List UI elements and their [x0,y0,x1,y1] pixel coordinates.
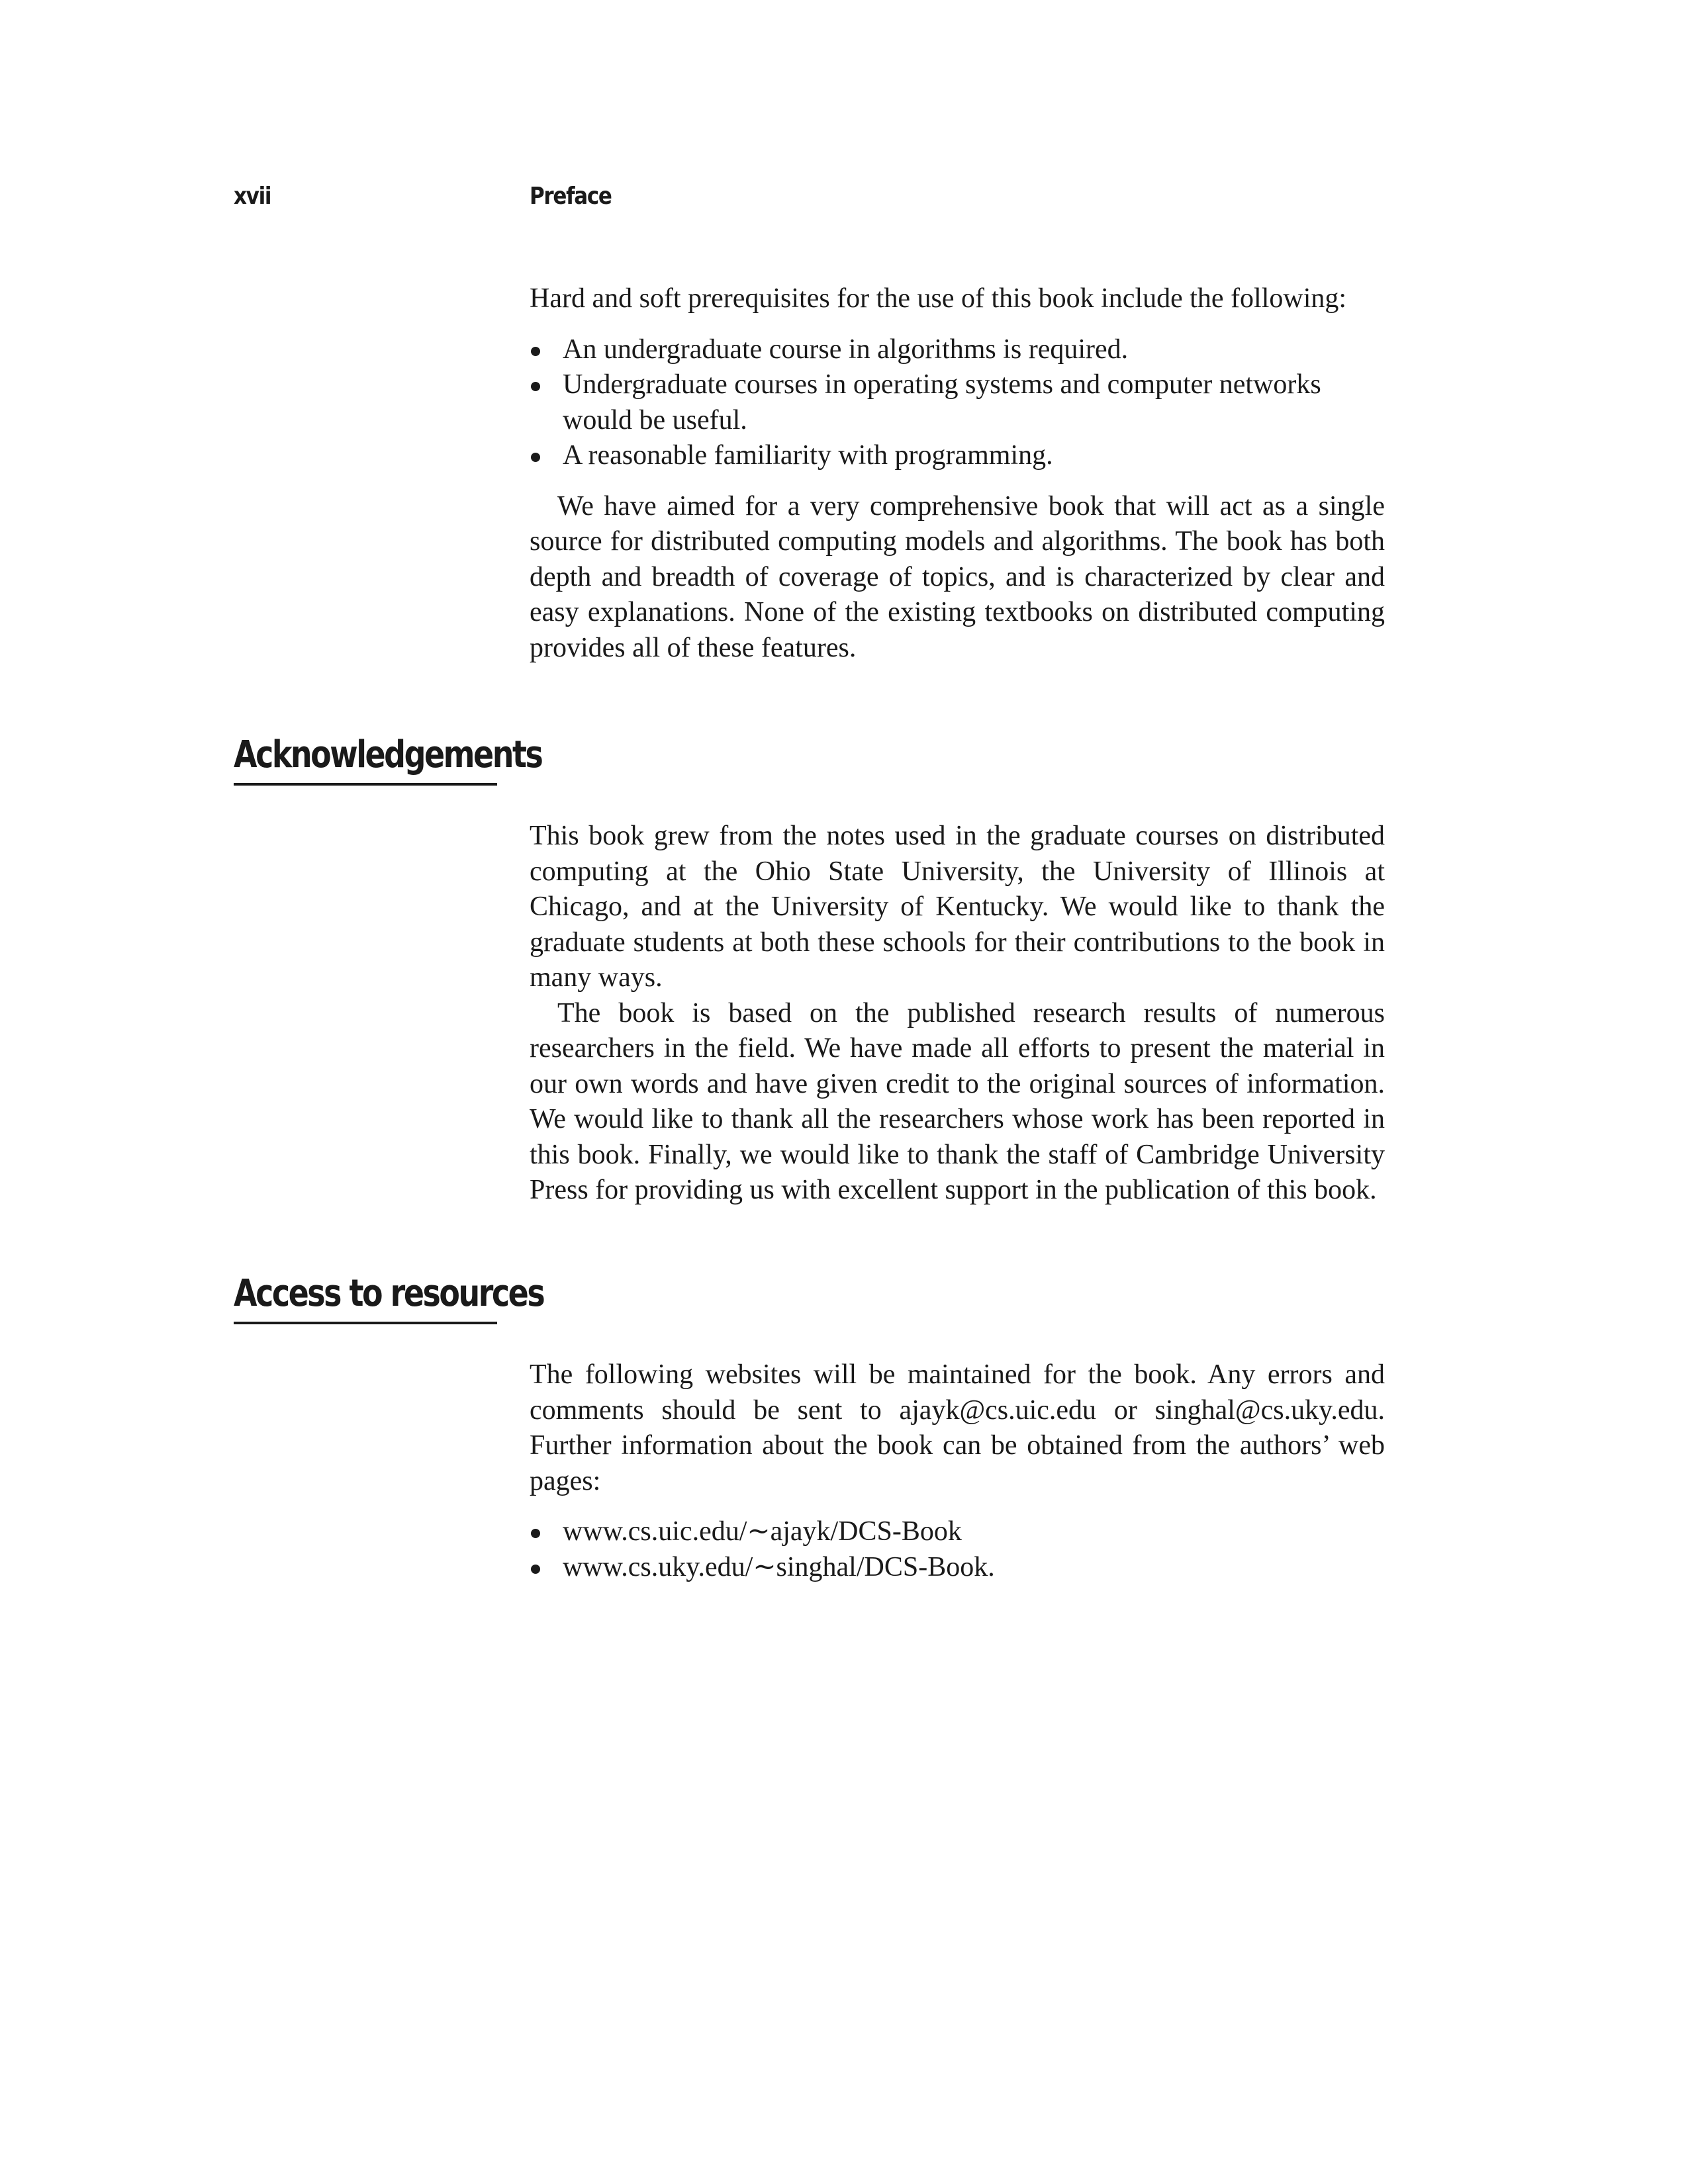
website-link[interactable]: www.cs.uky.edu/∼singhal/DCS-Book. [563,1551,995,1582]
resources-heading-block [234,1272,544,1324]
bullet-icon [531,453,540,462]
resources-link-list [530,1514,1385,1585]
running-head-folio: xvii [234,183,271,210]
acknowledgements-block [530,819,1385,1208]
acknowledgements-heading-block [234,733,542,786]
bullet-icon [531,1565,540,1574]
list-item-text: A reasonable familiarity with programming. [563,440,1053,471]
list-item [530,1550,1385,1586]
prerequisites-block [530,281,1385,666]
bullet-icon [531,347,540,356]
list-item [530,1514,1385,1550]
section-heading: Acknowledgements [234,733,542,776]
resources-block [530,1357,1385,1585]
bullet-icon [531,1529,540,1538]
list-item [530,438,1385,474]
prerequisites-closing: We have aimed for a very comprehensive book that will act as a single source for distributed computing models and algorithms. The book has both depth and breadth of coverage of topics, and is characterized by clear and easy explanations. None of the existing textbooks on distributed computing provides all of these features. [530,490,1385,663]
running-head-title: Preface [530,183,612,210]
list-item-text: Undergraduate courses in operating systems and computer networks would be useful. [563,369,1321,435]
list-item-text: An undergraduate course in algorithms is required. [563,334,1129,365]
resources-intro: The following websites will be maintained for the book. Any errors and comments should be sent to ajayk@cs.uic.edu or singhal@cs.uky.edu. Further information about the book can be obtained from the authors’ web pages: [530,1359,1385,1496]
section-heading: Access to resources [234,1272,544,1315]
website-link[interactable]: www.cs.uic.edu/∼ajayk/DCS-Book [563,1516,962,1547]
list-item [530,332,1385,368]
prerequisites-list [530,332,1385,474]
list-item [530,367,1385,438]
bullet-icon [531,382,540,391]
acknowledgements-paragraph: The book is based on the published research results of numerous researchers in the field. We have made all efforts to present the material in our own words and have given credit to the original sources of information. We would like to thank all the researchers whose work has been reported in this book. Finally, we would like to thank the staff of Cambridge University Press for providing us with excellent support in the publication of this book. [530,997,1385,1205]
prerequisites-intro: Hard and soft prerequisites for the use of this book include the following: [530,283,1347,314]
acknowledgements-paragraph: This book grew from the notes used in the graduate courses on distributed computing at the Ohio State University, the University of Illinois at Chicago, and at the University of Kentucky. We would like to thank the graduate students at both these schools for their contributions to the book in many ways. [530,821,1385,993]
